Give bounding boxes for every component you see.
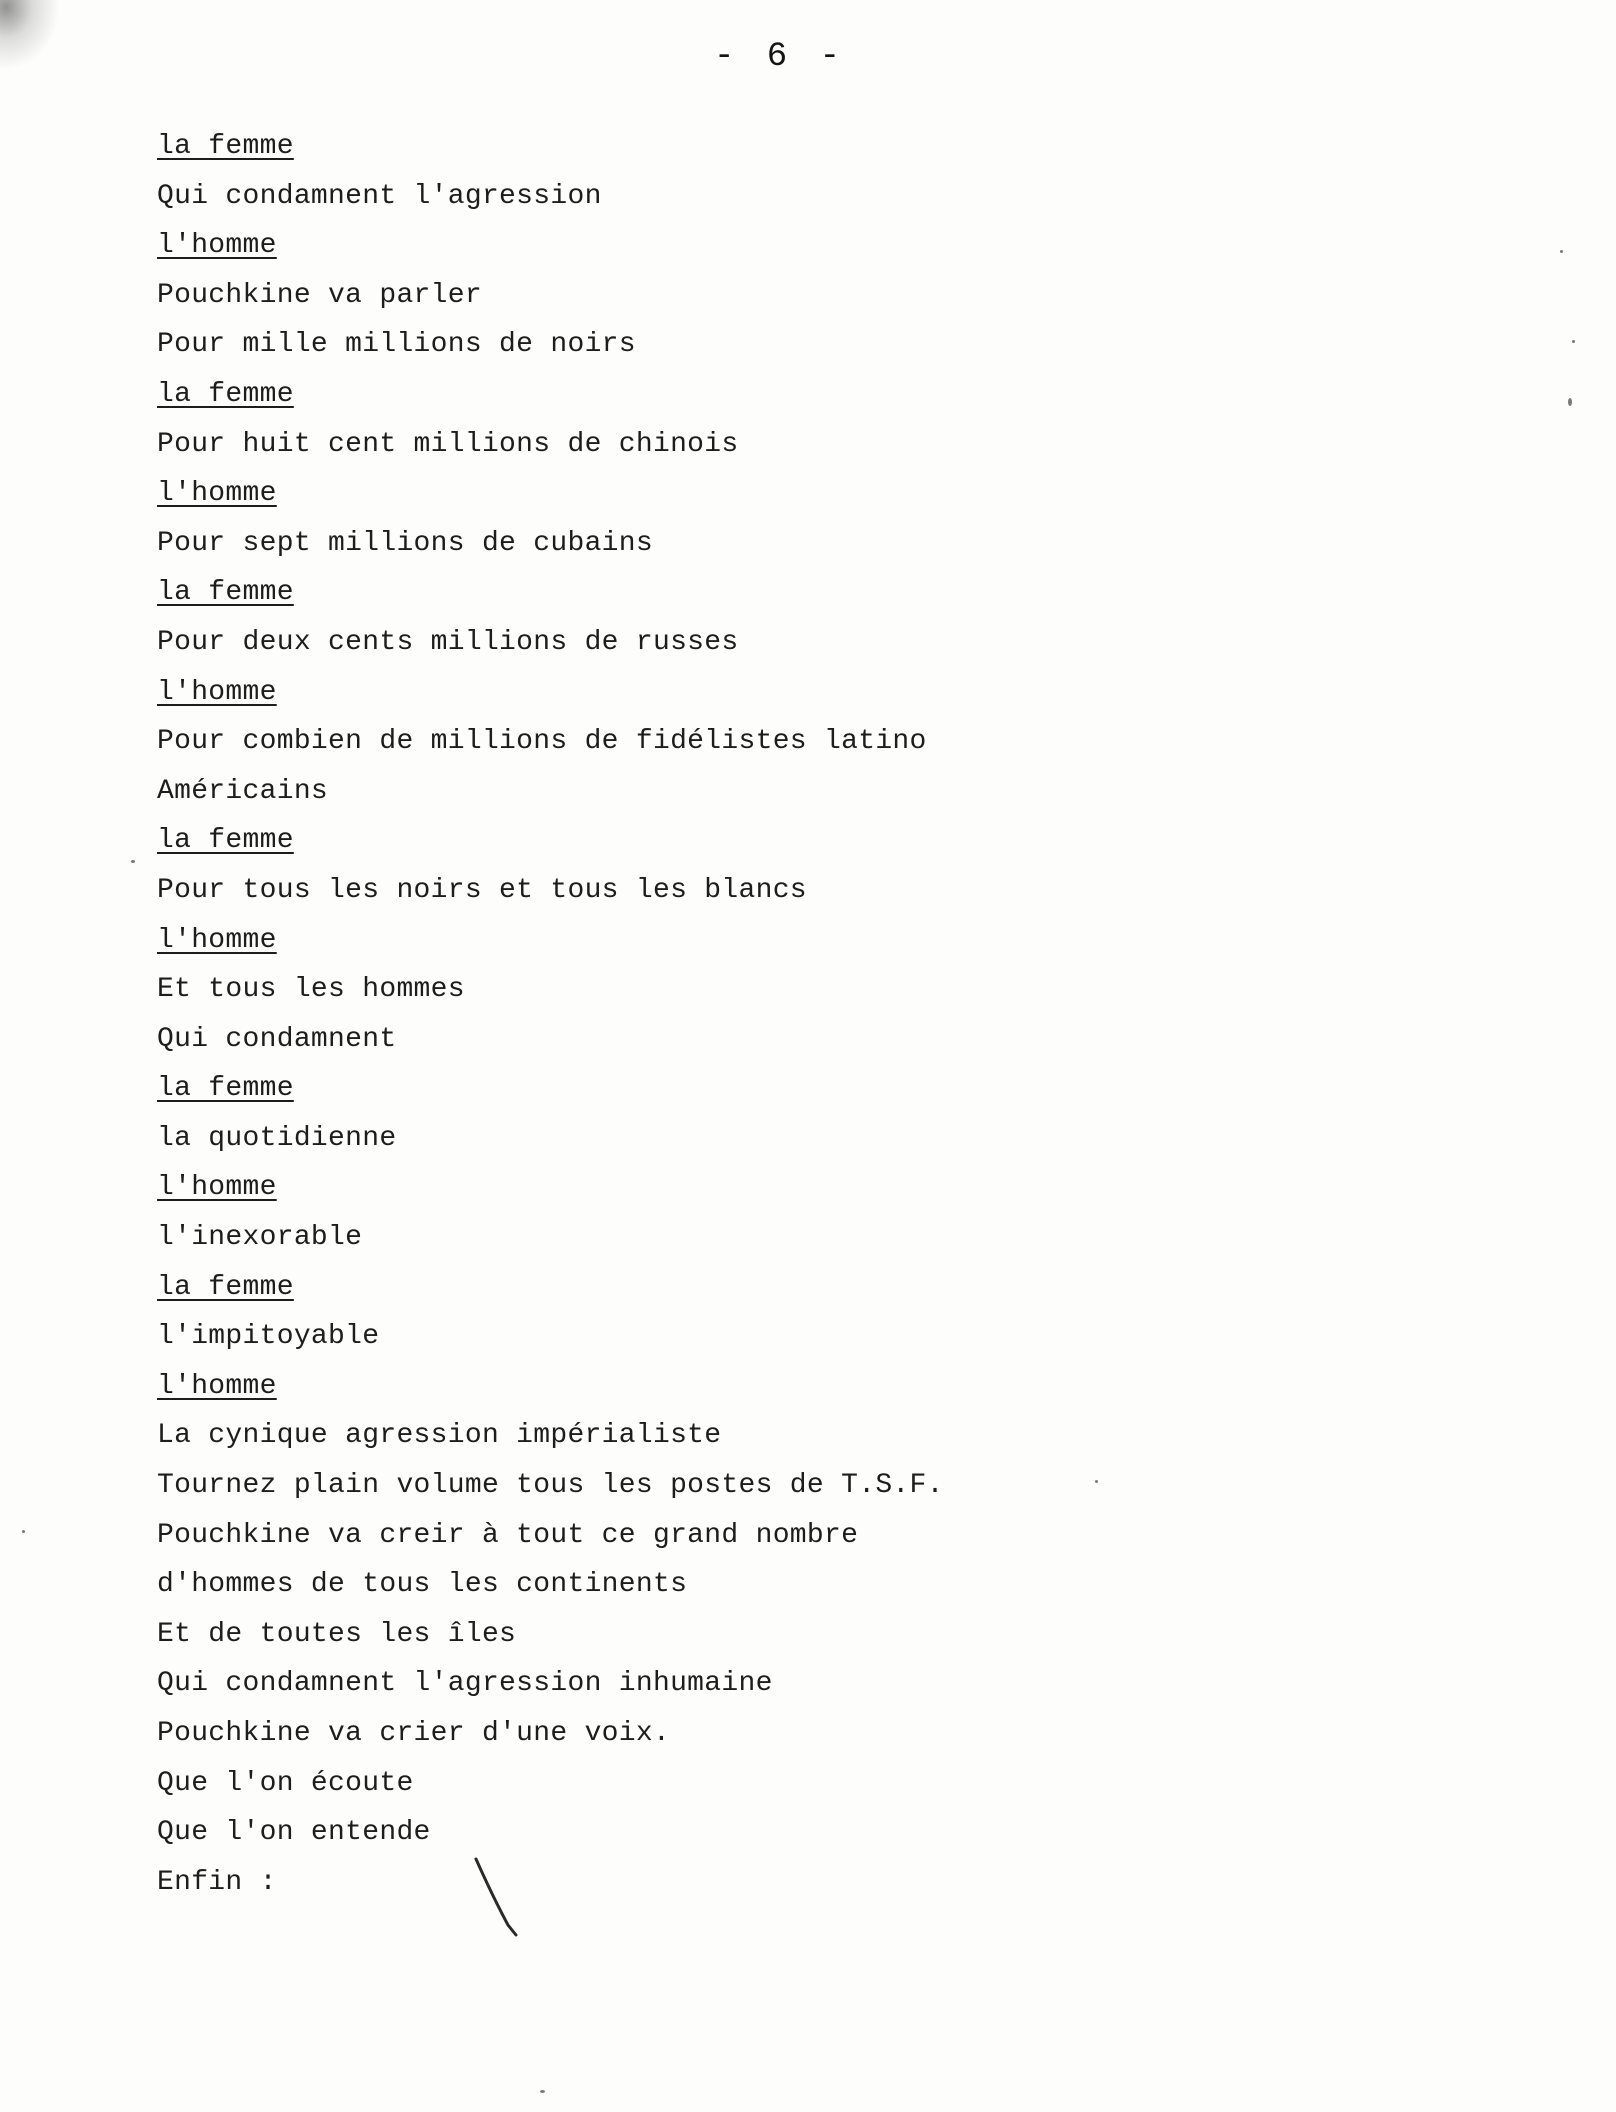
page-number: - 6 - [713, 38, 847, 76]
dialogue-line: Pour sept millions de cubains [157, 527, 653, 559]
pen-stroke-mark [470, 1855, 530, 1940]
dialogue-line: Et de toutes les îles [157, 1618, 517, 1650]
speaker-label: la femme [157, 1073, 294, 1105]
dialogue-line: Pour mille millions de noirs [157, 329, 636, 361]
dialogue-line: Tournez plain volume tous les postes de T.S.F. [157, 1470, 944, 1502]
dialogue-line: la quotidienne [157, 1122, 397, 1154]
paper-speck [22, 1530, 25, 1533]
speaker-label: la femme [157, 825, 294, 857]
speaker-label: la femme [157, 577, 294, 609]
dialogue-line: Américains [157, 775, 329, 807]
dialogue-line: d'hommes de tous les continents [157, 1569, 688, 1601]
speaker-label: l'homme [157, 676, 277, 708]
dialogue-line: Qui condamnent l'agression inhumaine [157, 1668, 773, 1700]
dialogue-line: Que l'on écoute [157, 1767, 414, 1799]
paper-speck [540, 2090, 545, 2093]
dialogue-line: Pouchkine va crier d'une voix. [157, 1718, 671, 1749]
dialogue-line: Qui condamnent l'agression [157, 180, 602, 212]
dialogue-line: Pour huit cent millions de chinois [157, 428, 739, 460]
dialogue-line: Pouchkine va creir à tout ce grand nombre [157, 1519, 859, 1551]
dialogue-line: Pour deux cents millions de russes [157, 626, 739, 658]
speaker-label: l'homme [157, 230, 277, 262]
dialogue-line: Et tous les hommes [157, 974, 465, 1006]
dialogue-line: l'inexorable [157, 1222, 363, 1254]
paper-speck [1568, 398, 1572, 406]
speaker-label: l'homme [157, 924, 277, 956]
dialogue-line: La cynique agression impérialiste [157, 1420, 722, 1452]
dialogue-line: Pour tous les noirs et tous les blancs [157, 874, 807, 906]
dialogue-line: Enfin : [157, 1866, 277, 1898]
paper-speck [1572, 340, 1575, 343]
paper-speck [131, 860, 135, 863]
dialogue-line: Pour combien de millions de fidélistes latino [157, 726, 927, 758]
paper-speck [1095, 1480, 1098, 1483]
paper-speck [1560, 250, 1563, 253]
dialogue-line: Que l'on entende [157, 1817, 431, 1849]
dialogue-line: Qui condamnent [157, 1023, 397, 1055]
speaker-label: la femme [157, 1271, 294, 1303]
script-lines [157, 122, 944, 1907]
dialogue-line: Pouchkine va parler [157, 279, 482, 311]
speaker-label: l'homme [157, 1370, 277, 1402]
speaker-label: l'homme [157, 1172, 277, 1204]
speaker-label: l'homme [157, 478, 277, 510]
speaker-label: la femme [157, 378, 294, 410]
dialogue-line: l'impitoyable [157, 1321, 380, 1353]
speaker-label: la femme [157, 131, 294, 162]
